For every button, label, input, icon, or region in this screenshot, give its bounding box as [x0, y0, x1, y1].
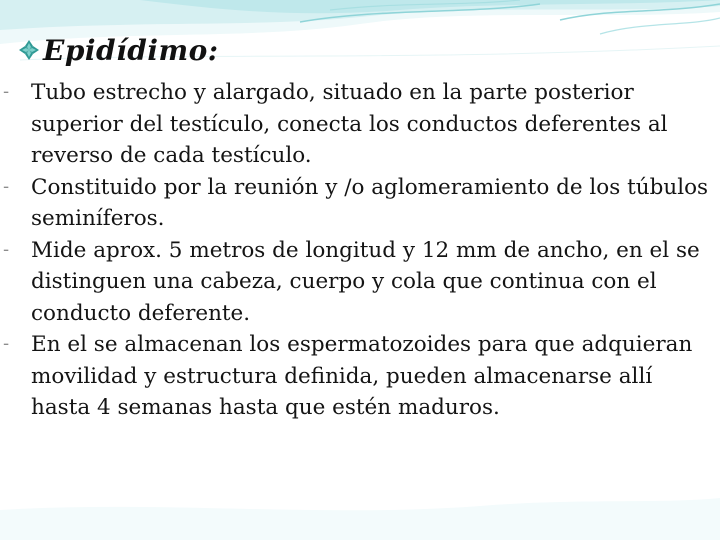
page-title: Epidídimo:	[43, 33, 219, 67]
bullet-dash: -	[3, 176, 10, 197]
bullet-text: En el se almacenan los espermatozoides para que adquieran movilidad y estructura definida, pueden almacenarse allí hasta 4 semanas hasta que estén maduros.	[31, 332, 693, 420]
bullet-list	[0, 77, 712, 424]
bullet-text: Mide aprox. 5 metros de longitud y 12 mm de ancho, en el se distinguen una cabeza, cuerpo y cola que continua con el conducto deferente.	[31, 237, 700, 326]
diamond-bullet-icon	[18, 39, 40, 61]
list-item	[0, 235, 712, 330]
list-item	[0, 172, 712, 235]
bullet-text: Constituido por la reunión y /o aglomeramiento de los túbulos seminíferos.	[31, 174, 709, 231]
bullet-dash: -	[3, 334, 10, 354]
bullet-text: Tubo estrecho y alargado, situado en la parte posterior superior del testículo, conecta los conductos deferentes al reverso de cada testículo.	[31, 80, 668, 168]
list-item	[0, 77, 712, 172]
slide-title	[18, 28, 219, 72]
list-item	[0, 329, 712, 424]
bullet-dash: -	[3, 239, 10, 260]
bullet-dash: -	[3, 82, 10, 102]
